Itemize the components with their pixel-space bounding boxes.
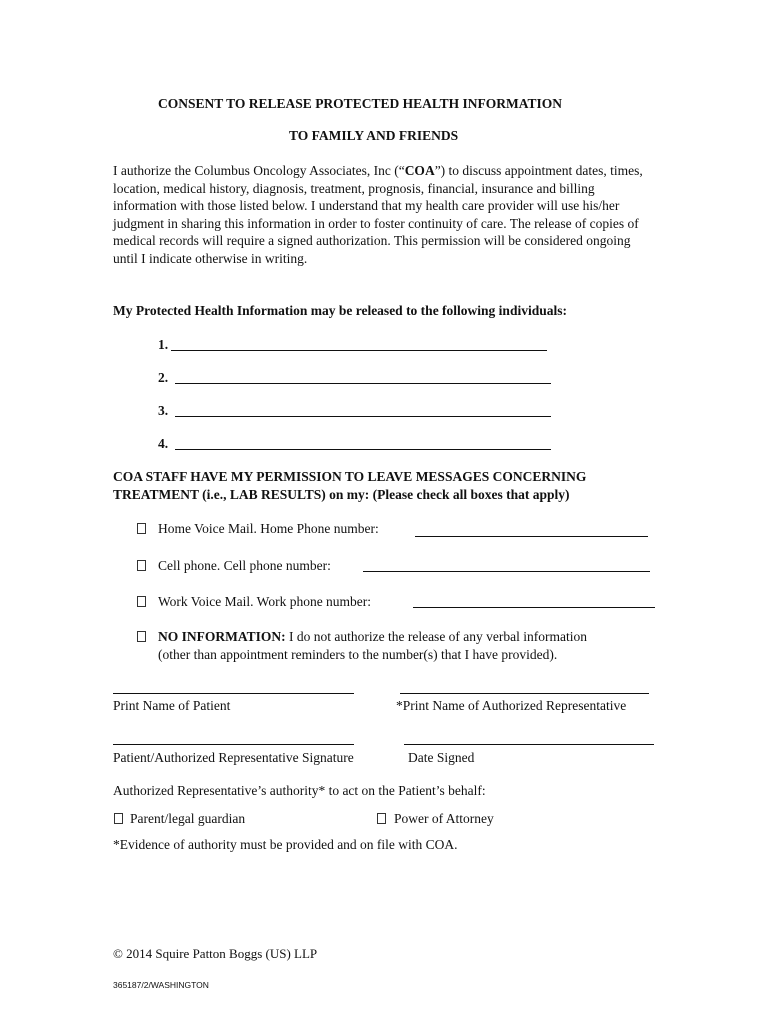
print-name-patient-label: Print Name of Patient	[113, 698, 231, 713]
work-voicemail-label: Work Voice Mail. Work phone number:	[158, 594, 372, 609]
individual-number-2: 2.	[158, 370, 169, 385]
individual-input-2[interactable]	[175, 383, 551, 384]
no-information-line1	[158, 629, 587, 645]
individual-input-4[interactable]	[175, 449, 551, 450]
page-title: CONSENT TO RELEASE PROTECTED HEALTH INFORMATION	[158, 96, 562, 111]
rep-name-input[interactable]	[400, 693, 649, 694]
copyright-text: © 2014 Squire Patton Boggs (US) LLP	[113, 946, 318, 961]
intro-text-start: I authorize the Columbus Oncology Associates, Inc (“	[113, 163, 405, 178]
parent-guardian-checkbox[interactable]	[114, 813, 123, 824]
home-voicemail-label: Home Voice Mail. Home Phone number:	[158, 521, 379, 536]
work-phone-input[interactable]	[413, 607, 655, 608]
cell-phone-label: Cell phone. Cell phone number:	[158, 558, 331, 573]
power-of-attorney-checkbox[interactable]	[377, 813, 386, 824]
no-information-line2: (other than appointment reminders to the number(s) that I have provided).	[158, 647, 558, 662]
individual-input-1[interactable]	[171, 350, 547, 351]
date-signed-input[interactable]	[404, 744, 654, 745]
intro-paragraph	[113, 162, 658, 268]
intro-text-rest: ”) to discuss appointment dates, times, location, medical history, diagnosis, treatment, prognosis, financial, insurance and billing information with those listed below. I understand that my health care provider will use his/her judgment in sharing this information in order to foster continuity of care. The release of copies of medical records will require a signed authorization. This permission will be considered ongoing until I indicate otherwise in writing.	[113, 163, 643, 266]
individual-number-3: 3.	[158, 403, 169, 418]
messages-heading-line1: COA STAFF HAVE MY PERMISSION TO LEAVE MESSAGES CONCERNING	[113, 469, 587, 484]
authority-label: Authorized Representative’s authority* to act on the Patient’s behalf:	[113, 783, 486, 798]
date-signed-label: Date Signed	[408, 750, 475, 765]
signature-input[interactable]	[113, 744, 354, 745]
no-information-bold: NO INFORMATION:	[158, 629, 286, 644]
work-voicemail-checkbox[interactable]	[137, 596, 146, 607]
individual-number-4: 4.	[158, 436, 169, 451]
parent-guardian-label: Parent/legal guardian	[130, 811, 246, 826]
individual-number-1: 1.	[158, 337, 169, 352]
individual-input-3[interactable]	[175, 416, 551, 417]
page-subtitle: TO FAMILY AND FRIENDS	[289, 128, 459, 143]
signature-label: Patient/Authorized Representative Signature	[113, 750, 354, 765]
no-information-text: I do not authorize the release of any verbal information	[285, 629, 588, 644]
cell-phone-checkbox[interactable]	[137, 560, 146, 571]
document-id: 365187/2/WASHINGTON	[113, 980, 209, 990]
home-phone-input[interactable]	[415, 536, 648, 537]
home-voicemail-checkbox[interactable]	[137, 523, 146, 534]
evidence-note: *Evidence of authority must be provided and on file with COA.	[113, 837, 458, 852]
power-of-attorney-label: Power of Attorney	[394, 811, 494, 826]
individuals-heading: My Protected Health Information may be released to the following individuals:	[113, 303, 567, 318]
patient-name-input[interactable]	[113, 693, 354, 694]
cell-phone-input[interactable]	[363, 571, 650, 572]
no-information-checkbox[interactable]	[137, 631, 146, 642]
intro-coa-bold: COA	[404, 163, 435, 178]
messages-heading-line2: TREATMENT (i.e., LAB RESULTS) on my: (Please check all boxes that apply)	[113, 487, 570, 502]
print-name-rep-label: *Print Name of Authorized Representative	[396, 698, 627, 713]
